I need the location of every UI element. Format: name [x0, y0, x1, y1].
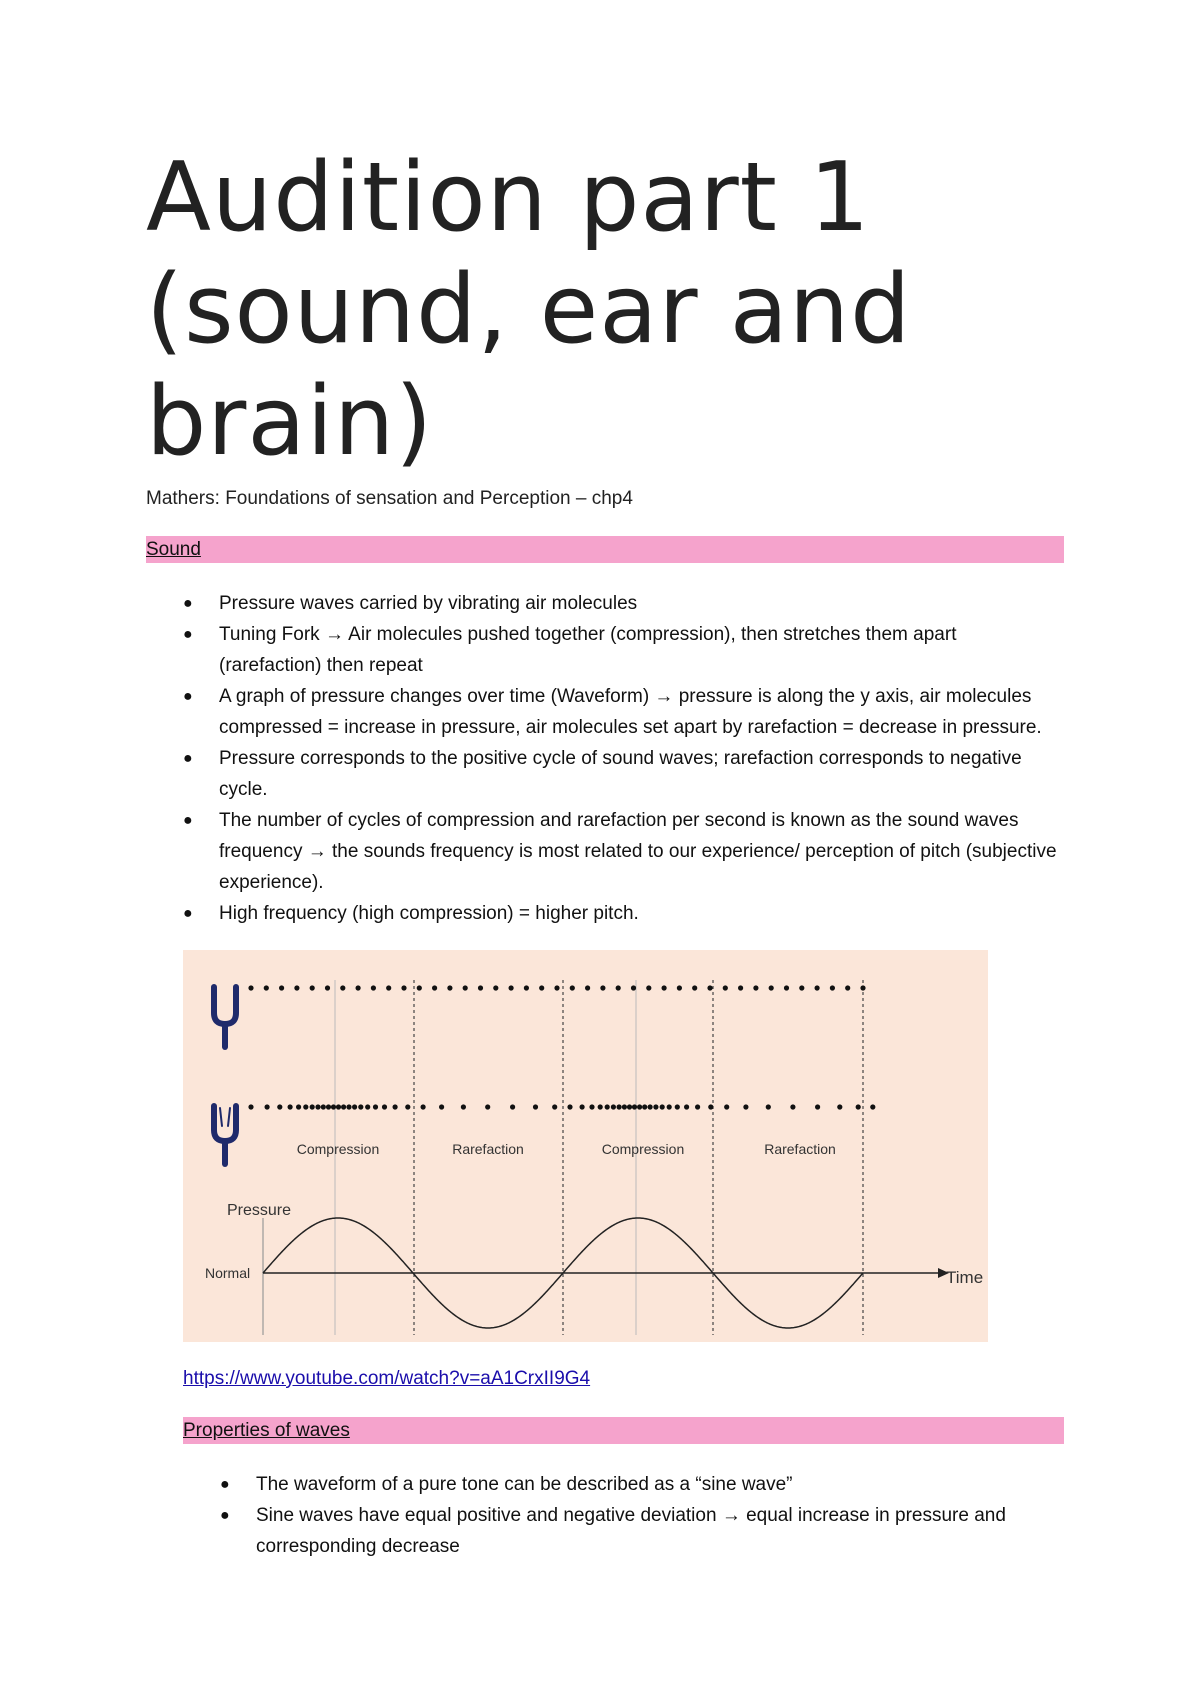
air-molecule-dot: [585, 985, 590, 990]
air-molecule-dot: [265, 1104, 270, 1109]
air-molecule-dot: [784, 985, 789, 990]
air-molecule-dot: [447, 985, 452, 990]
bullet-icon: ●: [220, 1476, 230, 1493]
air-molecule-dot: [401, 985, 406, 990]
bullet-icon: ●: [220, 1507, 230, 1524]
air-molecule-dot: [724, 1104, 729, 1109]
youtube-link[interactable]: https://www.youtube.com/watch?v=aA1CrxII9G4: [183, 1368, 591, 1389]
air-molecule-dot: [310, 1104, 315, 1109]
air-molecule-dot: [325, 985, 330, 990]
air-molecule-dot: [248, 1104, 253, 1109]
page-title: Audition part 1 (sound, ear and brain): [146, 143, 912, 477]
air-molecule-dot: [692, 985, 697, 990]
air-molecule-dot: [533, 1104, 538, 1109]
air-molecule-dot: [860, 985, 865, 990]
air-molecule-dot: [753, 985, 758, 990]
air-molecule-dot: [478, 985, 483, 990]
air-molecule-dot: [632, 1104, 637, 1109]
list-item: ● Pressure waves carried by vibrating air molecules: [219, 588, 1059, 619]
time-axis-label: Time: [946, 1268, 984, 1287]
air-molecule-dot: [463, 985, 468, 990]
air-molecule-dot: [326, 1104, 331, 1109]
air-molecule-dot: [662, 985, 667, 990]
air-molecule-dot: [509, 985, 514, 990]
air-molecule-dot: [605, 1104, 610, 1109]
air-molecule-dot: [598, 1104, 603, 1109]
section-highlight-sound: [146, 536, 1064, 563]
air-molecule-dot: [552, 1104, 557, 1109]
molecules-at-rest-row: [248, 985, 865, 990]
bullet-icon: ●: [183, 750, 193, 767]
air-molecule-dot: [336, 1104, 341, 1109]
list-item: ● Pressure corresponds to the positive cycle of sound waves; rarefaction corresponds to negative cycle.: [219, 743, 1059, 805]
air-molecule-dot: [277, 1104, 282, 1109]
air-molecule-dot: [815, 1104, 820, 1109]
air-molecule-dot: [294, 985, 299, 990]
list-item: ● Sine waves have equal positive and negative deviation → equal increase in pressure and corresponding decrease: [256, 1500, 1056, 1562]
air-molecule-dot: [296, 1104, 301, 1109]
air-molecule-dot: [405, 1104, 410, 1109]
air-molecule-dot: [554, 985, 559, 990]
air-molecule-dot: [248, 985, 253, 990]
section-heading-sound: Sound: [146, 539, 201, 560]
air-molecule-dot: [341, 1104, 346, 1109]
air-molecule-dot: [524, 985, 529, 990]
air-molecule-dot: [365, 1104, 370, 1109]
air-molecule-dot: [393, 1104, 398, 1109]
air-molecule-dot: [310, 985, 315, 990]
air-molecule-dot: [799, 985, 804, 990]
air-molecule-dot: [660, 1104, 665, 1109]
air-molecule-dot: [631, 985, 636, 990]
air-molecule-dot: [279, 985, 284, 990]
air-molecule-dot: [790, 1104, 795, 1109]
bullet-icon: ●: [183, 688, 193, 705]
air-molecule-dot: [371, 985, 376, 990]
air-molecule-dot: [264, 985, 269, 990]
air-molecule-dot: [627, 1104, 632, 1109]
air-molecule-dot: [570, 985, 575, 990]
air-molecule-dot: [373, 1104, 378, 1109]
air-molecule-dot: [675, 1104, 680, 1109]
list-item: ● Tuning Fork → Air molecules pushed together (compression), then stretches them apart (rarefaction) then repeat: [219, 619, 1059, 681]
waveform-diagram: [183, 950, 988, 1342]
normal-axis-label: Normal: [205, 1265, 251, 1281]
air-molecule-dot: [493, 985, 498, 990]
list-item: ● The number of cycles of compression and rarefaction per second is known as the sound waves frequency → the sounds frequency is most related to our experience/ perception of pitch (subjective experience).: [219, 805, 1059, 898]
air-molecule-dot: [417, 985, 422, 990]
air-molecule-dot: [667, 1104, 672, 1109]
properties-bullet-list: [220, 1469, 1056, 1562]
air-molecule-dot: [653, 1104, 658, 1109]
bullet-icon: ●: [183, 626, 193, 643]
molecules-vibrating-row: [248, 1104, 875, 1109]
air-molecule-dot: [611, 1104, 616, 1109]
rarefaction-label: Rarefaction: [452, 1141, 524, 1157]
air-molecule-dot: [382, 1104, 387, 1109]
air-molecule-dot: [870, 1104, 875, 1109]
air-molecule-dot: [439, 1104, 444, 1109]
air-molecule-dot: [352, 1104, 357, 1109]
air-molecule-dot: [646, 985, 651, 990]
air-molecule-dot: [510, 1104, 515, 1109]
air-molecule-dot: [356, 985, 361, 990]
bullet-icon: ●: [183, 595, 193, 612]
air-molecule-dot: [707, 985, 712, 990]
list-item: ● High frequency (high compression) = higher pitch.: [219, 898, 1059, 929]
bullet-icon: ●: [183, 905, 193, 922]
air-molecule-dot: [684, 1104, 689, 1109]
air-molecule-dot: [331, 1104, 336, 1109]
air-molecule-dot: [421, 1104, 426, 1109]
sound-bullet-list: [183, 588, 1059, 929]
compression-label: Compression: [296, 1141, 380, 1157]
compression-label: Compression: [601, 1141, 685, 1157]
air-molecule-dot: [485, 1104, 490, 1109]
air-molecule-dot: [642, 1104, 647, 1109]
air-molecule-dot: [539, 985, 544, 990]
air-molecule-dot: [769, 985, 774, 990]
air-molecule-dot: [830, 985, 835, 990]
air-molecule-dot: [580, 1104, 585, 1109]
air-molecule-dot: [738, 985, 743, 990]
air-molecule-dot: [303, 1104, 308, 1109]
air-molecule-dot: [321, 1104, 326, 1109]
air-molecule-dot: [637, 1104, 642, 1109]
tuning-fork-icon: [214, 987, 236, 1047]
air-molecule-dot: [386, 985, 391, 990]
air-molecule-dot: [461, 1104, 466, 1109]
section-heading-properties: Properties of waves: [183, 1420, 350, 1441]
air-molecule-dot: [589, 1104, 594, 1109]
rarefaction-label: Rarefaction: [764, 1141, 836, 1157]
page-subtitle: Mathers: Foundations of sensation and Perception – chp4: [146, 488, 633, 509]
air-molecule-dot: [432, 985, 437, 990]
list-item: ● A graph of pressure changes over time (Waveform) → pressure is along the y axis, air molecules compressed = increase in pressure, air molecules set apart by rarefaction = decrease in pressure.: [219, 681, 1059, 743]
waveform-figure: [183, 950, 988, 1342]
air-molecule-dot: [648, 1104, 653, 1109]
air-molecule-dot: [723, 985, 728, 990]
air-molecule-dot: [856, 1104, 861, 1109]
air-molecule-dot: [766, 1104, 771, 1109]
air-molecule-dot: [837, 1104, 842, 1109]
list-item: ● The waveform of a pure tone can be described as a “sine wave”: [256, 1469, 1056, 1500]
air-molecule-dot: [677, 985, 682, 990]
air-molecule-dot: [340, 985, 345, 990]
pressure-axis-label: Pressure: [227, 1202, 292, 1219]
air-molecule-dot: [708, 1104, 713, 1109]
air-molecule-dot: [358, 1104, 363, 1109]
air-molecule-dot: [743, 1104, 748, 1109]
air-molecule-dot: [567, 1104, 572, 1109]
bullet-icon: ●: [183, 812, 193, 829]
air-molecule-dot: [815, 985, 820, 990]
air-molecule-dot: [616, 985, 621, 990]
air-molecule-dot: [617, 1104, 622, 1109]
air-molecule-dot: [600, 985, 605, 990]
air-molecule-dot: [695, 1104, 700, 1109]
air-molecule-dot: [346, 1104, 351, 1109]
air-molecule-dot: [622, 1104, 627, 1109]
air-molecule-dot: [845, 985, 850, 990]
vibrating-tuning-fork-icon: [214, 1106, 236, 1164]
air-molecule-dot: [315, 1104, 320, 1109]
air-molecule-dot: [288, 1104, 293, 1109]
